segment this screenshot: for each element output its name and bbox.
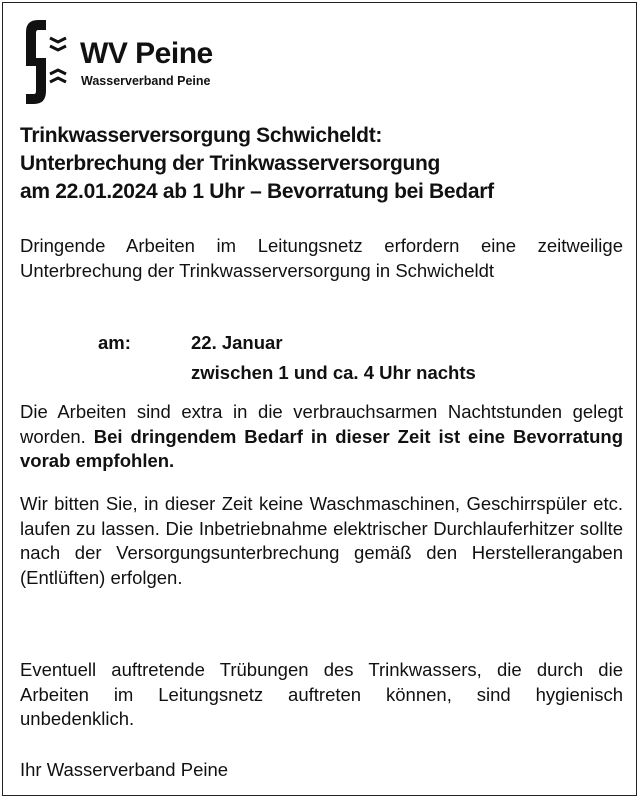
schedule-label: am: — [98, 332, 131, 353]
paragraph-night-hours-bold: Bei dringendem Bedarf in dieser Zeit ist eine Bevorratung vorab empfohlen. — [20, 425, 623, 471]
logo — [22, 18, 282, 108]
headline-line-2: Unterbrechung der Trinkwasserversorgung — [20, 152, 441, 175]
schedule-date: 22. Januar — [191, 332, 283, 353]
signature: Ihr Wasserverband Peine — [20, 759, 229, 780]
schedule-time: zwischen 1 und ca. 4 Uhr nachts — [191, 362, 476, 383]
headline — [20, 122, 625, 206]
paragraph-appliances: Wir bitten Sie, in dieser Zeit keine Waschmaschinen, Geschirrspüler etc. laufen zu lassen. Die Inbetriebnahme elektrischer Durchlauferhitzer sollte nach der Versorgungsunterbrechung gemäß den Herstellerangaben (Entlüften) erfolgen. — [20, 493, 623, 588]
paragraph-night-hours-normal: Die Arbeiten sind extra in die verbrauchsarmen Nachtstunden gelegt worden. — [20, 401, 623, 447]
headline-line-1: Trinkwasserversorgung Schwicheldt: — [20, 124, 383, 147]
wv-peine-logo-icon — [22, 18, 68, 106]
paragraph-night-hours — [20, 400, 623, 474]
paragraph-intro: Dringende Arbeiten im Leitungsnetz erfordern eine zeitweilige Unterbrechung der Trinkwasserversorgung in Schwicheldt — [20, 235, 623, 281]
brand-subtitle: Wasserverband Peine — [81, 74, 211, 88]
paragraph-turbidity: Eventuell auftretende Trübungen des Trinkwassers, die durch die Arbeiten im Leitungsnetz auftreten können, sind hygienisch unbedenklich. — [20, 659, 623, 729]
brand-name: WV Peine — [80, 37, 213, 70]
headline-line-3: am 22.01.2024 ab 1 Uhr – Bevorratung bei Bedarf — [20, 180, 494, 203]
